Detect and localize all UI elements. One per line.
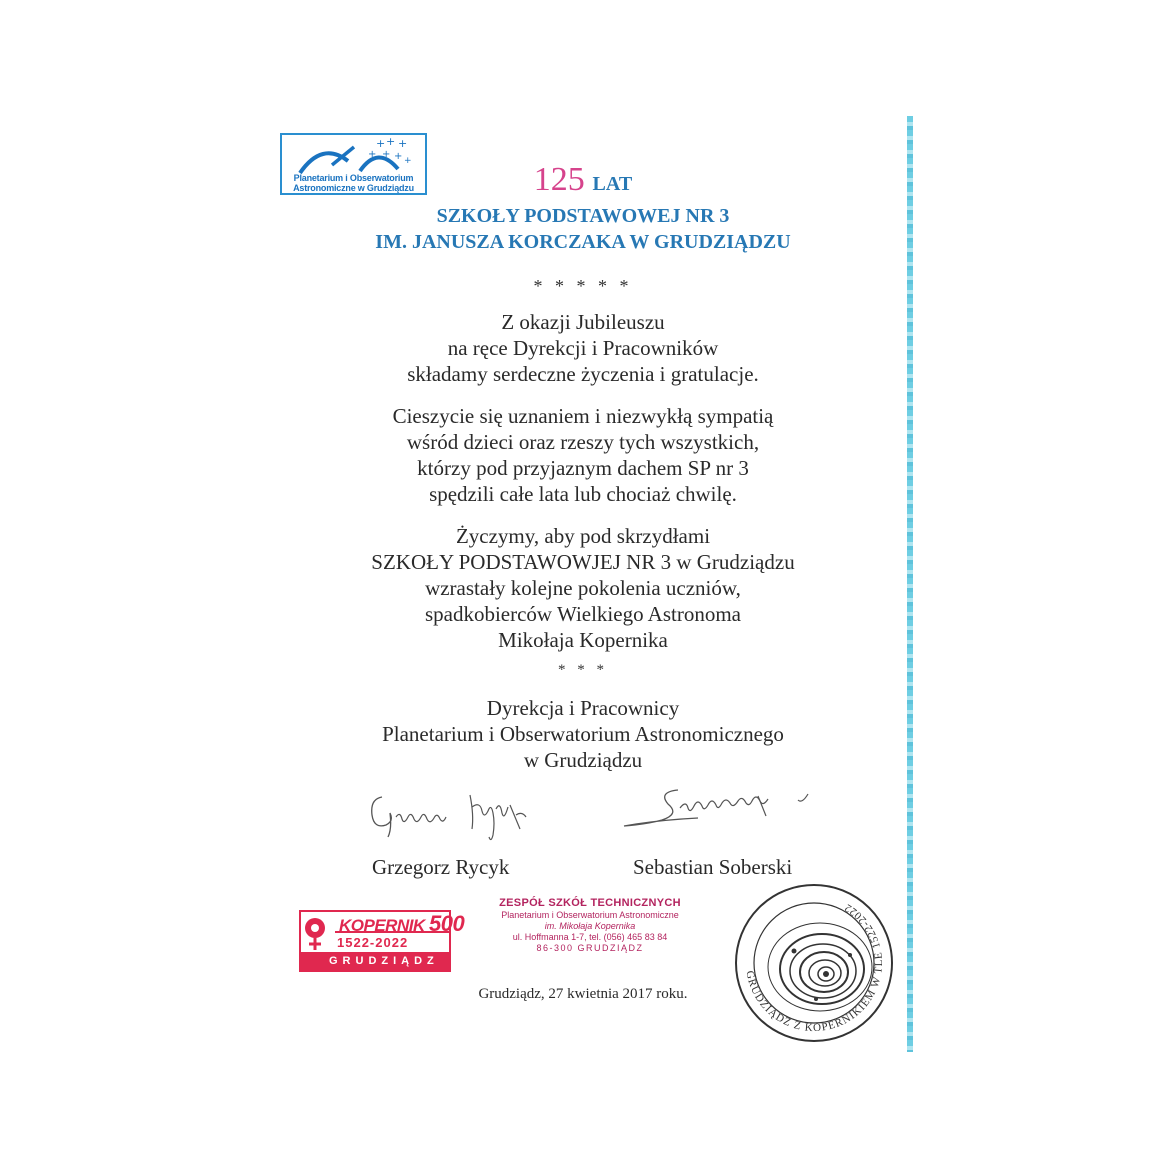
svg-text:+: +	[386, 135, 396, 148]
text-line: Dyrekcja i Pracownicy	[486, 696, 680, 720]
paragraph-recognition	[252, 403, 914, 507]
text-line: wśród dzieci oraz rzeszy tych wszystkich,	[406, 430, 760, 454]
stamp-line-1: Planetarium i Obserwatorium Astronomiczne	[501, 910, 679, 920]
letter-date: Grudziądz, 27 kwietnia 2017 roku.	[478, 986, 688, 1002]
school-name-line-1: SZKOŁY PODSTAWOWEJ NR 3	[436, 205, 730, 227]
signature-left	[360, 785, 540, 845]
text-line: wzrastały kolejne pokolenia uczniów,	[425, 576, 741, 600]
kopernik-number: 500	[428, 911, 465, 936]
round-commemorative-stamp	[732, 881, 896, 1045]
text-line: składamy serdeczne życzenia i gratulacje.	[407, 362, 759, 386]
text-line: SZKOŁY PODSTAWOWJEJ NR 3 w Grudziądzu	[371, 550, 795, 574]
paragraph-greeting	[252, 309, 914, 387]
logo-line-1: Planetarium i Obserwatorium	[293, 173, 414, 183]
stamp-line-4: 86-300 GRUDZIĄDZ	[536, 943, 644, 953]
kopernik-city: GRUDZIĄDZ	[329, 955, 439, 967]
round-stamp-ring-text: GRUDZIĄDZ Z KOPERNIKIEM W TLE 1522-2022	[743, 900, 886, 1035]
anniversary-number: 125	[533, 161, 585, 198]
text-line: na ręce Dyrekcji i Pracowników	[447, 336, 719, 360]
anniversary-years-word: LAT	[592, 173, 633, 195]
svg-text:+: +	[376, 137, 386, 150]
stamp-line-2: im. Mikołaja Kopernika	[544, 921, 636, 931]
school-name-line-2: IM. JANUSZA KORCZAKA W GRUDZIĄDZU	[375, 231, 791, 253]
svg-text:+: +	[398, 137, 408, 150]
separator-stars-1: * * * * *	[533, 276, 633, 296]
text-line: spadkobierców Wielkiego Astronoma	[424, 602, 742, 626]
logo-line-2: Astronomiczne w Grudziądzu	[293, 183, 414, 193]
svg-text:+: +	[368, 149, 377, 160]
text-line: Mikołaja Kopernika	[498, 628, 668, 652]
stamp-line-3: ul. Hoffmanna 1-7, tel. (056) 465 83 84	[512, 932, 668, 942]
kopernik-word: KOPERNIK	[339, 916, 425, 935]
school-stamp	[470, 897, 710, 954]
text-line: w Grudziądzu	[523, 748, 643, 772]
kopernik-years: 1522-2022	[337, 935, 409, 950]
text-line: Planetarium i Obserwatorium Astronomicznego	[382, 722, 784, 746]
text-line: którzy pod przyjaznym dachem SP nr 3	[417, 456, 749, 480]
stamp-line-0: ZESPÓŁ SZKÓŁ TECHNICZNYCH	[499, 897, 681, 909]
text-line: Cieszycie się uznaniem i niezwykłą sympatią	[392, 404, 774, 428]
text-line: Życzymy, aby pod skrzydłami	[455, 524, 711, 548]
kopernik-500-stamp	[299, 910, 465, 972]
sender-block	[252, 695, 914, 773]
separator-stars-2: * * *	[558, 662, 608, 678]
text-line: Z okazji Jubileuszu	[501, 310, 665, 334]
svg-text:+: +	[404, 156, 412, 166]
anniversary-heading	[252, 160, 914, 204]
signatory-left-name: Grzegorz Rycyk	[372, 855, 510, 879]
signature-right	[618, 780, 828, 835]
svg-text:+: +	[394, 151, 403, 162]
signatory-right-name: Sebastian Soberski	[633, 855, 793, 879]
text-line: spędzili całe lata lub chociaż chwilę.	[429, 482, 737, 506]
paragraph-wishes	[252, 523, 914, 653]
svg-text:+: +	[382, 149, 391, 160]
